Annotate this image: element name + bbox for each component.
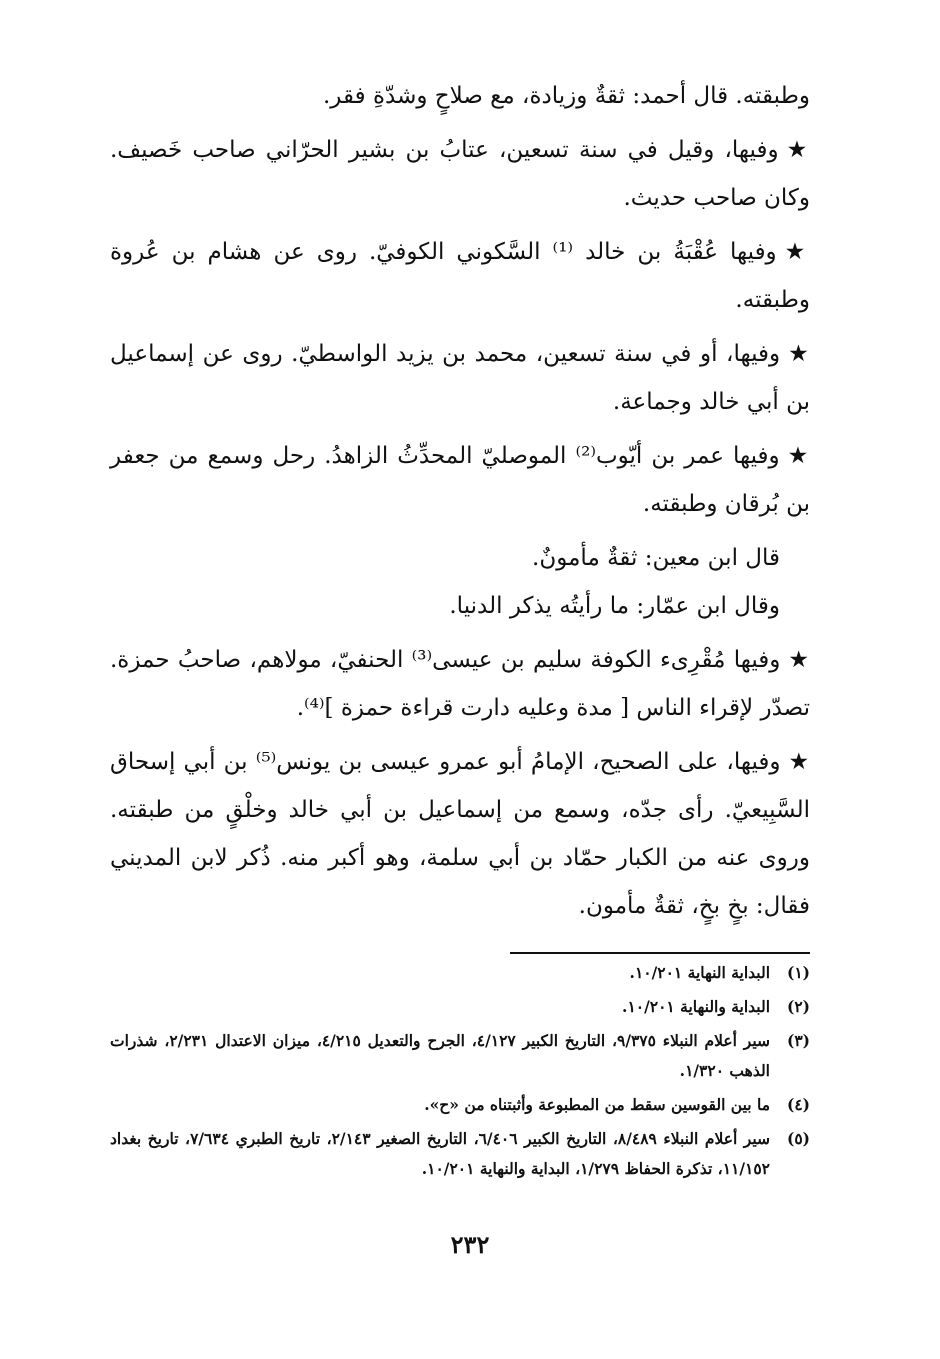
footnote <box>110 958 810 988</box>
paragraph-continuation: وطبقته. قال أحمد: ثقةٌ وزيادة، مع صلاحٍ وشدّةِ فقر. <box>323 83 810 109</box>
footnote <box>110 1124 810 1184</box>
entry-paragraph <box>110 636 810 732</box>
footnote-text: سير أعلام النبلاء ٩/٣٧٥، التاريخ الكبير ٤/١٢٧، الجرح والتعديل ٤/٢١٥، ميزان الاعتدال ٢/٢٣١، شذرات الذهب ١/٣٢٠. <box>110 1031 771 1080</box>
entry-paragraph <box>110 432 810 528</box>
star-icon: ★ <box>786 137 810 163</box>
star-icon: ★ <box>784 239 811 265</box>
entry-paragraph <box>110 738 810 930</box>
footnote-number: (٤) <box>786 1095 810 1114</box>
entry-text: وفيها، أو في سنة تسعين، محمد بن يزيد الواسطيّ. روى عن إسماعيل بن أبي خالد وجماعة. <box>110 341 810 415</box>
footnote-divider <box>510 952 810 954</box>
star-icon: ★ <box>788 341 810 367</box>
entry-text: وفيها عُقْبَةُ بن خالد ⁽¹⁾ السَّكوني الكوفيّ. روى عن هشام بن عُروة وطبقته. <box>110 239 810 313</box>
footnote <box>110 1090 810 1120</box>
entry-text: وفيها، وقيل في سنة تسعين، عتابُ بن بشير الحرّاني صاحب خَصيف. وكان صاحب حديث. <box>110 137 810 211</box>
star-icon: ★ <box>788 647 810 673</box>
quote-line: قال ابن معين: ثقةٌ مأمونٌ. <box>532 545 780 571</box>
star-icon: ★ <box>787 443 810 469</box>
footnote-text: البداية النهاية ١٠/٢٠١. <box>629 963 770 982</box>
footnote-number: (٥) <box>786 1129 810 1148</box>
entry-paragraph <box>110 228 810 324</box>
footnote-text: سير أعلام النبلاء ٨/٤٨٩، التاريخ الكبير ٦/٤٠٦، التاريخ الصغير ٢/١٤٣، تاريخ الطبري ٧/٦٣٤، تاريخ بغداد ١١/١٥٢، تذكرة الحفاظ ١/٢٧٩، البداية والنهاية ١٠/٢٠١. <box>110 1129 771 1178</box>
footnote-number: (٣) <box>786 1031 810 1050</box>
entry-text: وفيها عمر بن أيّوب⁽²⁾ الموصليّ المحدِّثُ الزاهدُ. رحل وسمع من جعفر بن بُرقان وطبقته. <box>110 443 810 517</box>
page-number: ٢٣٢ <box>450 1230 490 1259</box>
footnote-text: البداية والنهاية ١٠/٢٠١. <box>622 997 770 1016</box>
star-icon: ★ <box>788 749 810 775</box>
footnote <box>110 992 810 1022</box>
entry-paragraph <box>110 330 810 426</box>
main-text <box>110 72 810 936</box>
footnotes <box>110 958 810 1188</box>
footnote <box>110 1026 810 1086</box>
quote-line: وقال ابن عمّار: ما رأيتُه يذكر الدنيا. <box>449 593 780 619</box>
footnote-number: (٢) <box>786 997 810 1016</box>
entry-text: وفيها، على الصحيح، الإمامُ أبو عمرو عيسى بن يونس⁽⁵⁾ بن أبي إسحاق السَّبِيعيّ. رأى جدّه، وسمع من إسماعيل بن أبي خالد وخلْقٍ من طبقته. وروى عنه من الكبار حمّاد بن أبي سلمة، وهو أكبر منه. ذُكر لابن المديني فقال: بخٍ بخٍ، ثقةٌ مأمون. <box>110 749 810 919</box>
footnote-text: ما بين القوسين سقط من المطبوعة وأثبتناه من «ح». <box>424 1095 770 1114</box>
entry-text: وفيها مُقْرِىء الكوفة سليم بن عيسى⁽³⁾ الحنفيّ، مولاهم، صاحبُ حمزة. تصدّر لإقراء الناس [ مدة وعليه دارت قراءة حمزة ]⁽⁴⁾. <box>110 647 810 721</box>
entry-paragraph <box>110 126 810 222</box>
footnote-number: (١) <box>786 963 810 982</box>
